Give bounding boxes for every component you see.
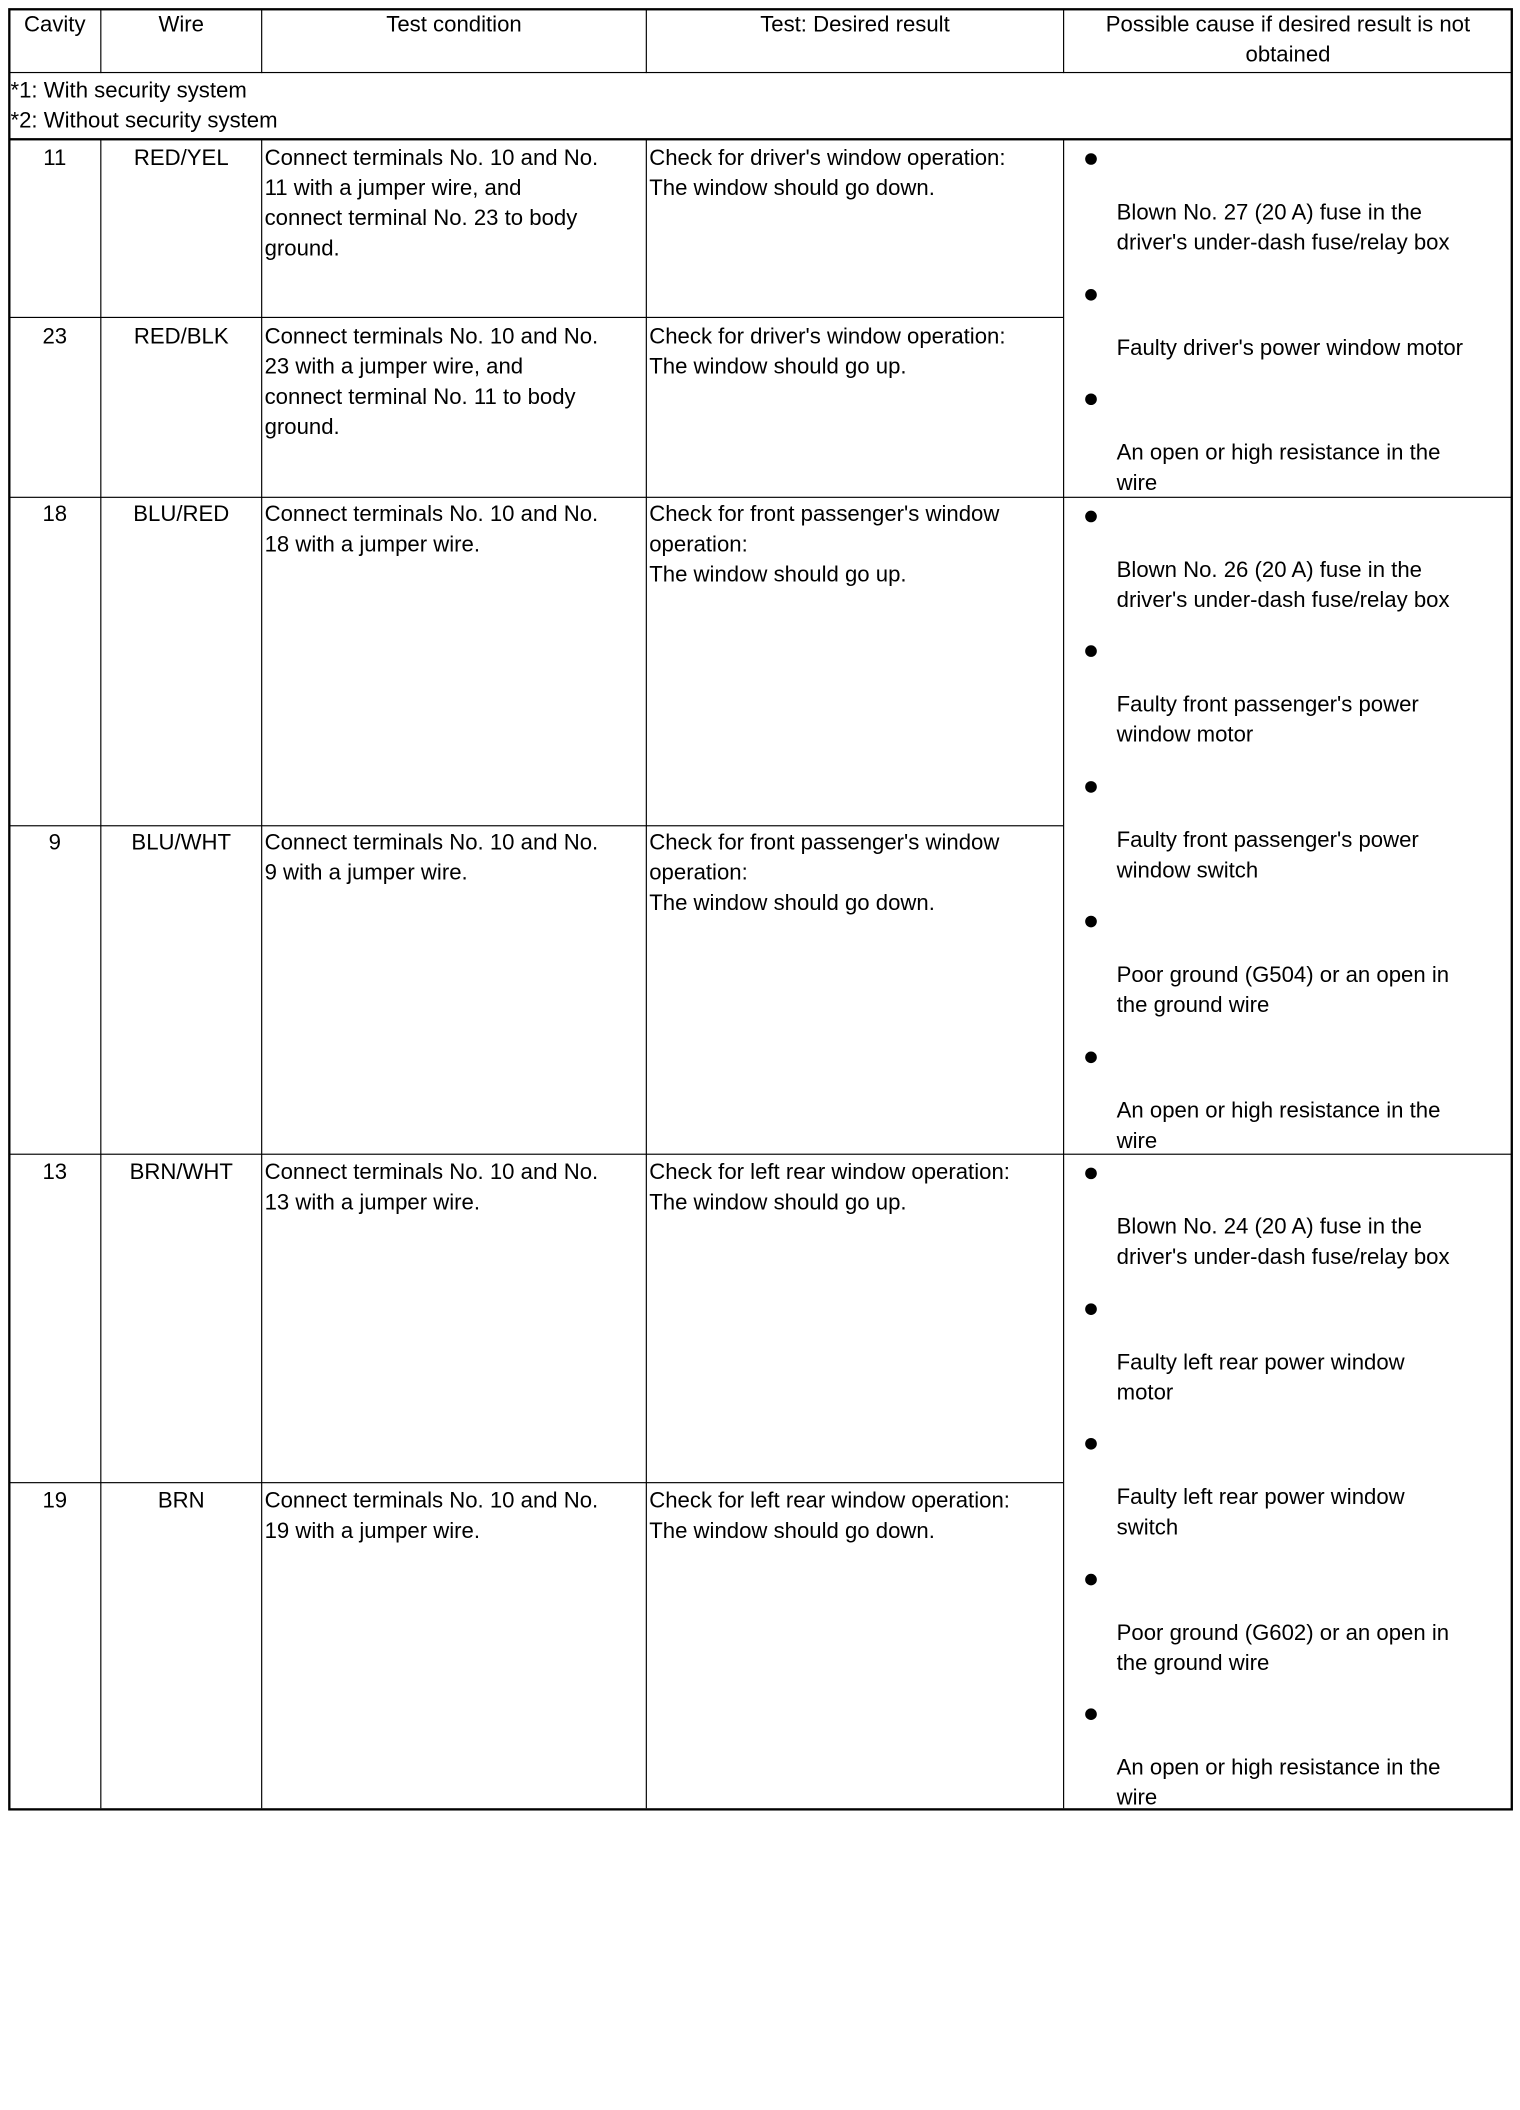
possible-cause: Faulty left rear power window motor xyxy=(1116,1350,1405,1406)
header-desired-result: Test: Desired result xyxy=(760,12,950,38)
desired-result: Check for front passenger's window operation: The window should go up. xyxy=(649,502,1000,588)
wire-color: BRN/WHT xyxy=(129,1160,233,1185)
possible-cause: Poor ground (G602) or an open in the ground wire xyxy=(1116,1621,1450,1676)
header-cavity: Cavity xyxy=(24,12,86,38)
bullet-icon xyxy=(1085,1574,1097,1586)
row-divider xyxy=(9,825,1063,826)
cavity-number: 11 xyxy=(43,146,67,171)
header-divider xyxy=(9,72,1511,73)
desired-result: Check for front passenger's window operation: The window should go down. xyxy=(649,830,1000,916)
possible-cause: Blown No. 24 (20 A) fuse in the driver's under-dash fuse/relay box xyxy=(1116,1215,1450,1270)
possible-cause: Poor ground (G504) or an open in the ground wire xyxy=(1116,963,1450,1018)
test-condition: Connect terminals No. 10 and No. 13 with a jumper wire. xyxy=(264,1160,599,1216)
header-test-condition: Test condition xyxy=(386,12,522,38)
bullet-icon xyxy=(1085,1303,1097,1315)
wire-color: BLU/RED xyxy=(133,502,230,527)
test-condition: Connect terminals No. 10 and No. 9 with a jumper wire. xyxy=(264,830,599,886)
header-possible-cause: Possible cause if desired result is not obtained xyxy=(1105,12,1471,68)
cavity-number: 19 xyxy=(42,1489,68,1514)
note-line: *1: With security system xyxy=(10,78,247,104)
wire-color: BLU/WHT xyxy=(131,830,232,856)
row-divider xyxy=(9,1482,1063,1483)
possible-cause: Blown No. 27 (20 A) fuse in the driver's under-dash fuse/relay box xyxy=(1116,200,1450,256)
bullet-icon xyxy=(1085,289,1097,301)
desired-result: Check for driver's window operation: The window should go down. xyxy=(649,146,1006,201)
bullet-icon xyxy=(1085,1052,1097,1064)
possible-cause: Blown No. 26 (20 A) fuse in the driver's under-dash fuse/relay box xyxy=(1116,558,1450,613)
bullet-icon xyxy=(1085,916,1097,928)
bullet-icon xyxy=(1085,511,1097,523)
possible-cause: An open or high resistance in the wire xyxy=(1116,1099,1441,1154)
bullet-icon xyxy=(1085,393,1097,405)
desired-result: Check for left rear window operation: The window should go up. xyxy=(649,1160,1010,1216)
possible-cause: Faulty front passenger's power window motor xyxy=(1116,692,1419,748)
bullet-icon xyxy=(1085,645,1097,657)
column-divider xyxy=(261,139,262,1808)
possible-cause: An open or high resistance in the wire xyxy=(1116,441,1441,496)
cavity-number: 23 xyxy=(42,324,68,350)
bullet-icon xyxy=(1085,153,1097,165)
wire-color: RED/YEL xyxy=(133,146,229,171)
cavity-number: 9 xyxy=(48,830,61,856)
column-divider xyxy=(1063,139,1064,1808)
possible-cause: Faulty front passenger's power window switch xyxy=(1116,828,1419,884)
bullet-icon xyxy=(1085,1708,1097,1720)
header-wire: Wire xyxy=(158,12,205,38)
cavity-number: 18 xyxy=(42,502,68,527)
column-divider xyxy=(100,139,101,1808)
desired-result: Check for left rear window operation: The window should go down. xyxy=(649,1489,1010,1544)
test-condition: Connect terminals No. 10 and No. 19 with a jumper wire. xyxy=(264,1489,599,1544)
possible-cause: Faulty left rear power window switch xyxy=(1116,1485,1405,1541)
wire-color: BRN xyxy=(157,1489,205,1514)
desired-result: Check for driver's window operation: The window should go up. xyxy=(649,324,1006,380)
test-condition: Connect terminals No. 10 and No. 11 with a jumper wire, and connect terminal No. 23 to body ground. xyxy=(264,146,599,262)
test-condition: Connect terminals No. 10 and No. 18 with a jumper wire. xyxy=(264,502,599,558)
possible-cause: Faulty driver's power window motor xyxy=(1116,336,1464,361)
row-divider xyxy=(9,317,1063,318)
wire-color: RED/BLK xyxy=(133,324,229,350)
possible-cause: An open or high resistance in the wire xyxy=(1116,1755,1441,1811)
bullet-icon xyxy=(1085,1438,1097,1450)
bullet-icon xyxy=(1085,1168,1097,1180)
test-condition: Connect terminals No. 10 and No. 23 with a jumper wire, and connect terminal No. 11 to body ground. xyxy=(264,324,599,440)
cavity-number: 13 xyxy=(42,1160,68,1185)
bullet-icon xyxy=(1085,781,1097,793)
note-line: *2: Without security system xyxy=(10,109,278,134)
notes-divider xyxy=(9,138,1511,140)
